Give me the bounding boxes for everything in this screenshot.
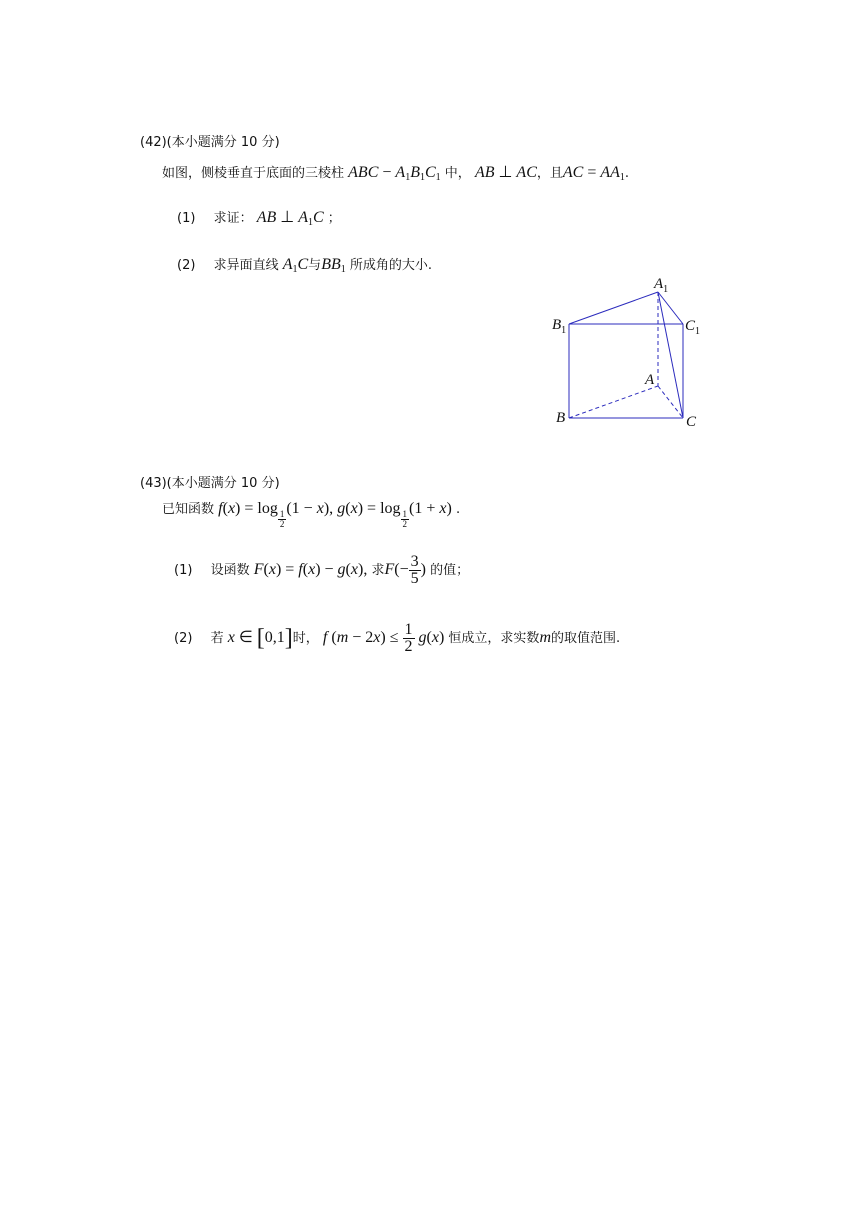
q42-part2-end: 所成角的大小. xyxy=(349,258,433,273)
q43-part2: (2) 若 x ∈ [0,1]时， f (m − 2x) ≤ $\frac{1}{2}$ g(x) 恒成立，求实数m的取值范围. xyxy=(174,621,621,655)
q42-part2: (2) 求异面直线 $A_1C$与$BB_1$ 所成角的大小. xyxy=(177,256,433,275)
label-b: B xyxy=(556,410,566,426)
q42-intro: 如图，侧棱垂直于底面的三棱柱 ABC − $A_1B_1C_1$ 中， AB ⊥ AC，且AC = $AA_1$. xyxy=(162,164,630,183)
label-a1: $A_1$ xyxy=(654,276,669,295)
edge-a1-c xyxy=(658,292,683,418)
q42-intro-end: . xyxy=(624,166,630,181)
q43-part1-num: (1) xyxy=(174,563,193,578)
q43-intro: 已知函数 f(x) = log $\frac{1}{2}$ (1 − x), g(x) = log $\frac{1}{2}$ (1 + x) . xyxy=(162,500,461,529)
q43-intro-end: . xyxy=(455,502,461,517)
q43-intro-prefix: 已知函数 xyxy=(162,502,215,517)
q42-part1-num: (1) xyxy=(177,211,196,226)
q43-part2-m: m xyxy=(539,629,551,646)
q42-intro-and: ，且 xyxy=(536,166,563,181)
q43-part1: (1) 设函数 F(x) = f(x) − g(x), 求F(− $\frac{3}{5}$ ) 的值； xyxy=(174,553,470,587)
q43-part2-when: 时， xyxy=(292,631,319,646)
q42-part2-text: 求异面直线 xyxy=(213,258,279,273)
q42-part2-mid: 与 xyxy=(308,258,322,273)
label-b1: $B_1$ xyxy=(552,317,567,336)
q43-part1-end: 的值； xyxy=(430,563,470,578)
edge-b1-a1 xyxy=(569,292,658,324)
q42-header: (42)(本小题满分 10 分) xyxy=(140,135,280,150)
label-c1: $C_1$ xyxy=(685,318,701,337)
q43-part1-text: 设函数 xyxy=(210,563,250,578)
q43-header: (43)(本小题满分 10 分) xyxy=(140,476,280,491)
q43-part2-end: 恒成立，求实数 xyxy=(448,631,540,646)
q43-part2-num: (2) xyxy=(174,631,193,646)
q42-part1-text: 求证： xyxy=(213,211,253,226)
label-c: C xyxy=(686,414,697,430)
q43-part2-text: 若 xyxy=(210,631,224,646)
q42-part2-num: (2) xyxy=(177,258,196,273)
q43-part1-ask: 求 xyxy=(371,563,385,578)
prism-figure xyxy=(550,272,710,434)
q42-intro-mid: 中， xyxy=(444,166,471,181)
edge-a-c xyxy=(658,386,683,418)
q43-part2-tail: 的取值范围. xyxy=(551,631,621,646)
q42-part1: (1) 求证： AB ⊥ $A_1C$ ； xyxy=(177,209,341,228)
label-a: A xyxy=(645,372,655,388)
q42-intro-prefix: 如图，侧棱垂直于底面的三棱柱 xyxy=(162,166,345,181)
q42-part1-end: ； xyxy=(327,211,341,226)
edge-a-b xyxy=(569,386,658,418)
edge-a1-c1 xyxy=(658,292,683,324)
